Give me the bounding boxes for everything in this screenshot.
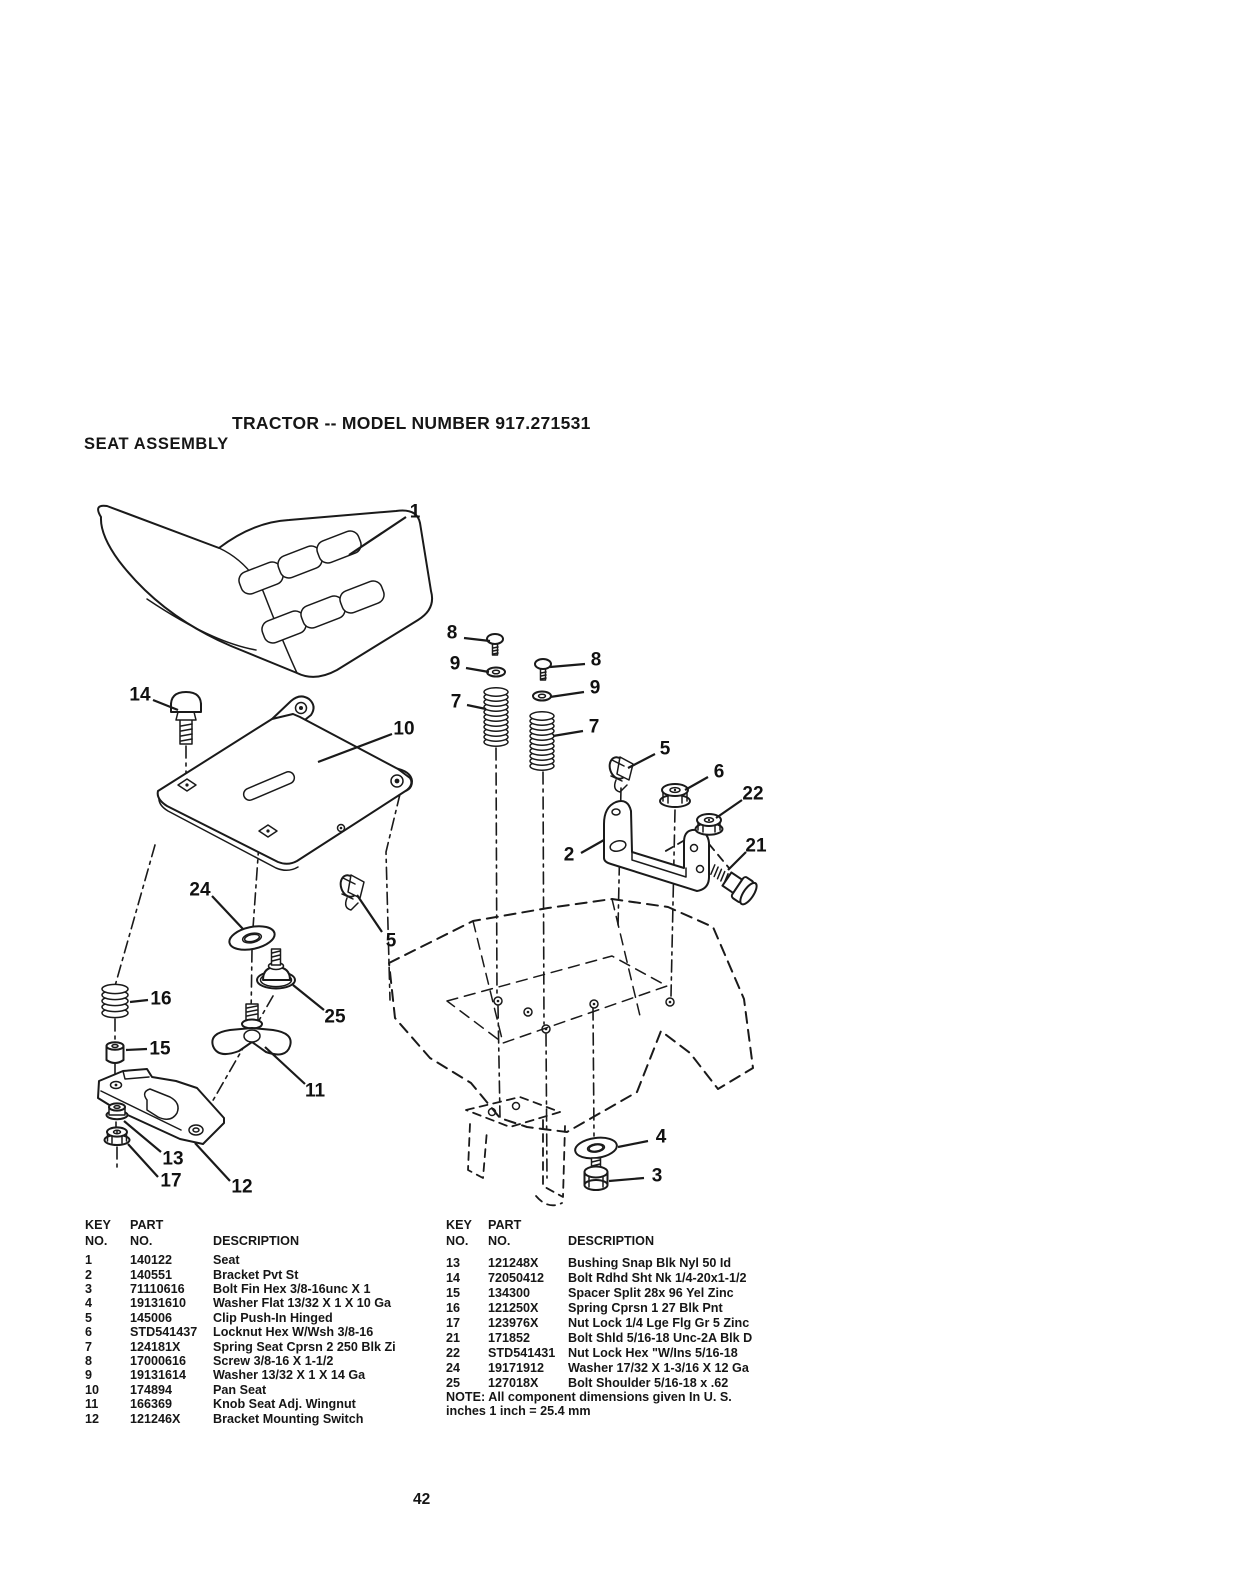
callout-label-2: 2: [563, 844, 575, 866]
table-row: [446, 1376, 786, 1391]
callout-leader-12: [195, 1143, 230, 1181]
parts-table-right: [446, 1218, 786, 1391]
callout-label-5: 5: [659, 738, 671, 760]
callout-leader-2: [581, 840, 604, 853]
callout-label-17: 17: [160, 1170, 182, 1192]
parts-rows-right: [446, 1256, 786, 1391]
table-row: [446, 1301, 786, 1316]
fender-mount-holes: [494, 997, 674, 1033]
callout-label-12: 12: [231, 1176, 253, 1198]
col-header-part-no: NO.: [130, 1233, 153, 1248]
cell-key-no: 5: [85, 1310, 93, 1325]
cell-part-no: 71110616: [130, 1282, 185, 1296]
callout-leader-9: [466, 668, 489, 672]
col-header-key: KEY: [446, 1218, 472, 1232]
callout-leader-5: [357, 895, 382, 932]
part-spring-16: [102, 984, 128, 1017]
part-bolt-14: [171, 692, 201, 744]
cell-key-no: 10: [85, 1382, 100, 1397]
cell-part-no: 166369: [130, 1397, 173, 1412]
callout-leader-21: [728, 852, 746, 870]
cell-part-no: 140122: [130, 1253, 173, 1268]
cell-description: Nut Lock Hex "W/Ins 5/16-18: [568, 1346, 738, 1361]
cell-key-no: 24: [446, 1361, 461, 1376]
cell-key-no: 15: [446, 1286, 461, 1301]
table-row: [446, 1286, 786, 1301]
cell-key-no: 17: [446, 1316, 461, 1331]
part-washer-9-right: [533, 692, 551, 701]
col-header-part: PART: [488, 1218, 522, 1232]
col-header-key-no: NO.: [446, 1233, 469, 1248]
cell-description: Bracket Pvt St: [213, 1267, 299, 1282]
cell-key-no: 6: [85, 1325, 93, 1340]
cell-key-no: 3: [85, 1282, 93, 1296]
part-washer-4: [574, 1135, 618, 1161]
cell-key-no: 22: [446, 1346, 461, 1361]
callout-label-8: 8: [590, 649, 602, 671]
cell-description: Pan Seat: [213, 1382, 267, 1397]
cell-part-no: 121250X: [488, 1301, 539, 1316]
callout-leader-22: [716, 800, 742, 818]
col-header-description: DESCRIPTION: [213, 1233, 300, 1248]
cell-description: Clip Push-In Hinged: [213, 1310, 333, 1325]
cell-part-no: 140551: [130, 1267, 173, 1282]
cell-description: Spring Cprsn 1 27 Blk Pnt: [568, 1301, 723, 1316]
cell-description: Seat: [213, 1253, 240, 1268]
parts-rows-left: [85, 1253, 445, 1426]
callout-label-1: 1: [409, 501, 421, 523]
cell-key-no: 12: [85, 1411, 100, 1426]
callout-label-13: 13: [162, 1148, 184, 1170]
cell-description: Screw 3/8-16 X 1-1/2: [213, 1354, 334, 1369]
cell-part-no: 121248X: [488, 1256, 539, 1271]
cell-key-no: 13: [446, 1256, 461, 1271]
cell-description: Bracket Mounting Switch: [213, 1411, 364, 1426]
table-row: [85, 1354, 445, 1368]
table-row: [85, 1397, 445, 1411]
callout-leader-9: [550, 692, 584, 697]
page-title: TRACTOR -- MODEL NUMBER 917.271531: [232, 413, 591, 433]
note-line1: All component dimensions given In U. S.: [488, 1390, 732, 1404]
dimensions-note: [446, 1390, 776, 1418]
part-nut-17: [105, 1127, 130, 1145]
table-row: [446, 1316, 786, 1331]
table-row: [85, 1282, 445, 1296]
cell-description: Bolt Rdhd Sht Nk 1/4-20x1-1/2: [568, 1271, 747, 1286]
table-row: [85, 1340, 445, 1354]
callout-label-25: 25: [324, 1006, 346, 1028]
cell-key-no: 7: [85, 1339, 93, 1354]
cell-part-no: 19131614: [130, 1368, 187, 1383]
part-clip-5-upper: [607, 755, 633, 792]
page-number: 42: [413, 1491, 431, 1508]
col-header-key: KEY: [85, 1218, 111, 1232]
cell-description: Washer Flat 13/32 X 1 X 10 Ga: [213, 1296, 392, 1311]
callout-label-10: 10: [393, 718, 415, 740]
cell-part-no: 123976X: [488, 1316, 539, 1331]
cell-key-no: 11: [85, 1397, 99, 1412]
part-screw-8-right: [535, 659, 551, 680]
note-line2: inches 1 inch = 25.4 mm: [446, 1404, 591, 1418]
col-header-key-no: NO.: [85, 1233, 108, 1248]
callout-leader-6: [685, 777, 708, 790]
callout-leader-7: [467, 705, 486, 709]
parts-table-left: [85, 1218, 445, 1426]
table-row: [446, 1331, 786, 1346]
table-row: [85, 1383, 445, 1397]
cell-description: Spring Seat Cprsn 2 250 Blk Zi: [213, 1339, 396, 1354]
part-bolt-25: [257, 949, 295, 989]
callout-label-21: 21: [745, 835, 767, 857]
table-row: [85, 1368, 445, 1382]
callout-label-6: 6: [713, 761, 725, 783]
callout-label-7: 7: [450, 691, 462, 713]
callout-label-5: 5: [385, 930, 397, 952]
part-washer-9-left: [487, 668, 505, 677]
table-row: [85, 1253, 445, 1267]
table-row: [446, 1271, 786, 1286]
cell-description: Knob Seat Adj. Wingnut: [213, 1397, 356, 1412]
cell-part-no: STD541431: [488, 1346, 556, 1361]
cell-key-no: 9: [85, 1368, 93, 1383]
cell-part-no: 134300: [488, 1286, 531, 1301]
callout-label-7: 7: [588, 716, 600, 738]
col-header-description: DESCRIPTION: [568, 1233, 655, 1248]
callout-label-9: 9: [589, 677, 601, 699]
section-title: SEAT ASSEMBLY: [84, 435, 229, 453]
part-seat: [98, 506, 432, 677]
cell-key-no: 8: [85, 1354, 93, 1369]
cell-key-no: 21: [446, 1331, 461, 1346]
fender-outline: [389, 899, 753, 1132]
cell-key-no: 4: [85, 1296, 93, 1311]
callout-leader-5: [628, 754, 655, 768]
note-label: NOTE:: [446, 1390, 486, 1404]
cell-description: Bolt Shoulder 5/16-18 x .62: [568, 1376, 729, 1391]
cell-key-no: 14: [446, 1271, 461, 1286]
part-spring-7-left: [484, 688, 508, 746]
parts-table-right-header: [446, 1218, 786, 1249]
callout-leader-24: [212, 896, 243, 929]
callout-label-9: 9: [449, 653, 461, 675]
cell-part-no: 174894: [130, 1382, 173, 1397]
cell-key-no: 16: [446, 1301, 461, 1316]
table-row: [85, 1296, 445, 1310]
cell-description: Bolt Fin Hex 3/8-16unc X 1: [213, 1282, 371, 1296]
part-knob-11: [212, 1004, 290, 1054]
cell-description: Bushing Snap Blk Nyl 50 Id: [568, 1256, 732, 1271]
part-clip-5-lower: [338, 873, 364, 910]
cell-part-no: 19131610: [130, 1296, 187, 1311]
cell-part-no: 171852: [488, 1331, 531, 1346]
support-bracket-outline: [466, 1097, 565, 1205]
callout-label-22: 22: [742, 783, 764, 805]
cell-description: Locknut Hex W/Wsh 3/8-16: [213, 1325, 374, 1340]
part-washer-24: [227, 922, 277, 953]
cell-description: Washer 13/32 X 1 X 14 Ga: [213, 1368, 366, 1383]
part-bolt-3: [585, 1158, 608, 1190]
cell-description: Bolt Shld 5/16-18 Unc-2A Blk D: [568, 1331, 753, 1346]
parts-table-left-header: [85, 1218, 445, 1249]
table-row: [446, 1346, 786, 1361]
cell-key-no: 25: [446, 1376, 461, 1391]
table-row: [85, 1325, 445, 1339]
table-row: [446, 1361, 786, 1376]
callout-label-24: 24: [189, 879, 211, 901]
callout-label-4: 4: [655, 1126, 667, 1148]
cell-description: Spacer Split 28x 96 Yel Zinc: [568, 1286, 734, 1301]
table-row: [85, 1268, 445, 1282]
callout-leader-16: [130, 1000, 148, 1002]
cell-key-no: 2: [85, 1267, 93, 1282]
callout-label-16: 16: [150, 988, 172, 1010]
part-nut-6: [660, 784, 690, 807]
part-bushing-13: [107, 1103, 128, 1119]
callout-leader-17: [128, 1144, 158, 1177]
part-pan-seat: [158, 696, 415, 870]
cell-description: Washer 17/32 X 1-3/16 X 12 Ga: [568, 1361, 749, 1376]
callout-label-15: 15: [149, 1038, 171, 1060]
part-spacer-15: [107, 1042, 124, 1063]
callout-leader-8: [550, 664, 585, 667]
cell-part-no: STD541437: [130, 1325, 198, 1340]
cell-part-no: 17000616: [130, 1354, 187, 1369]
cell-part-no: 124181X: [130, 1339, 181, 1354]
callout-label-14: 14: [129, 684, 151, 706]
cell-part-no: 145006: [130, 1310, 173, 1325]
table-row: [446, 1256, 786, 1271]
table-row: [85, 1412, 445, 1426]
callout-leader-15: [126, 1049, 147, 1050]
callout-leader-25: [293, 985, 324, 1010]
callout-leader-7: [553, 731, 583, 736]
cell-key-no: 1: [85, 1253, 93, 1268]
col-header-part-no: NO.: [488, 1233, 511, 1248]
callout-leader-4: [618, 1141, 648, 1147]
part-screw-8-left: [487, 634, 503, 655]
cell-part-no: 121246X: [130, 1411, 181, 1426]
table-row: [85, 1311, 445, 1325]
callout-label-11: 11: [304, 1080, 326, 1102]
cell-part-no: 19171912: [488, 1361, 545, 1376]
cell-description: Nut Lock 1/4 Lge Flg Gr 5 Zinc: [568, 1316, 750, 1331]
cell-part-no: 72050412: [488, 1271, 545, 1286]
part-spring-7-right: [530, 712, 554, 770]
col-header-part: PART: [130, 1218, 164, 1232]
cell-part-no: 127018X: [488, 1376, 539, 1391]
callout-label-3: 3: [651, 1165, 663, 1187]
part-bracket-2: [604, 801, 709, 891]
callout-leader-3: [609, 1178, 644, 1181]
callout-label-8: 8: [446, 622, 458, 644]
